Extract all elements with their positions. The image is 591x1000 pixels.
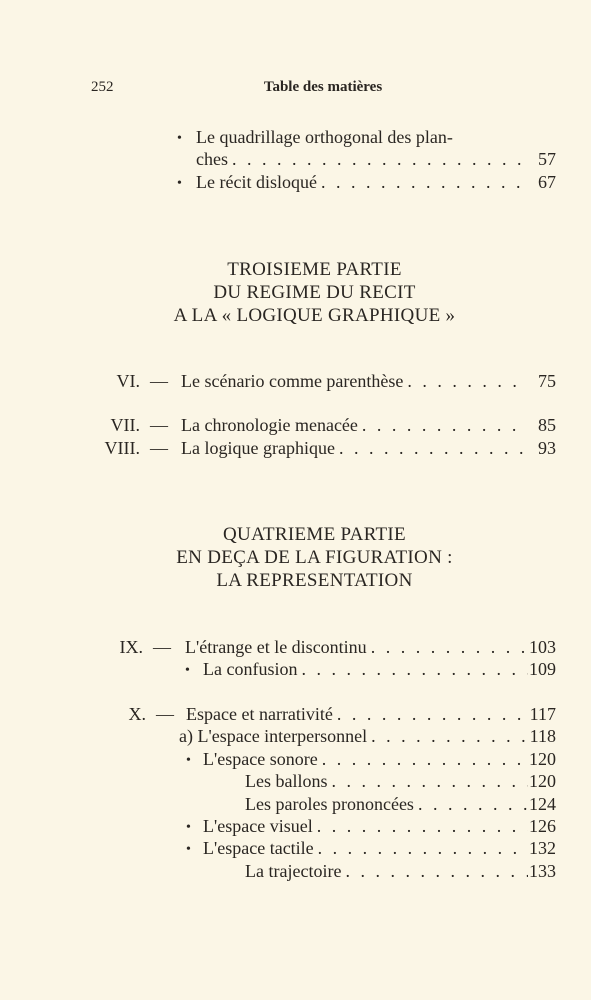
chapter-number: VII.	[110, 415, 140, 435]
toc-entry-text: Le quadrillage orthogonal des plan-	[196, 127, 453, 147]
em-dash: —	[150, 371, 168, 391]
toc-entry	[181, 414, 556, 436]
toc-page-number: 124	[529, 794, 556, 814]
toc-entry-text: La trajectoire	[245, 861, 342, 881]
toc-entry	[245, 793, 556, 815]
chapter-number: VIII.	[104, 438, 140, 458]
bullet-icon: •	[177, 131, 182, 146]
leader-dots	[358, 414, 528, 436]
toc-entry-text: Le récit disloqué	[196, 172, 317, 192]
leader-dots	[318, 748, 528, 770]
toc-entry	[203, 837, 556, 859]
toc-page-number: 132	[529, 838, 556, 858]
toc-entry	[186, 703, 556, 725]
toc-page-number: 93	[538, 438, 556, 458]
toc-entry-text: a) L'espace interpersonnel	[179, 726, 368, 746]
leader-dots	[414, 793, 528, 815]
toc-entry	[245, 860, 556, 882]
leader-dots	[333, 703, 528, 725]
toc-entry	[181, 370, 556, 392]
toc-entry-text: La logique graphique	[181, 438, 335, 458]
leader-dots	[367, 636, 528, 658]
toc-entry	[245, 770, 556, 792]
part-title: TROISIEME PARTIE	[227, 259, 402, 280]
toc-page-number: 120	[529, 771, 556, 791]
leader-dots	[341, 860, 528, 882]
part-subtitle: A LA « LOGIQUE GRAPHIQUE »	[173, 305, 456, 326]
toc-entry-text: Le scénario comme parenthèse	[181, 371, 404, 391]
part-subtitle: EN DEÇA DE LA FIGURATION :	[176, 547, 453, 568]
em-dash: —	[156, 704, 174, 724]
leader-dots	[367, 725, 528, 747]
bullet-icon: •	[186, 820, 191, 835]
toc-page-number: 85	[538, 415, 556, 435]
toc-entry-text: ches	[196, 149, 228, 169]
toc-page-number: 118	[529, 726, 556, 746]
leader-dots	[228, 148, 528, 170]
toc-entry-text: Espace et narrativité	[186, 704, 333, 724]
toc-entry	[196, 148, 556, 170]
leader-dots	[317, 171, 528, 193]
toc-entry-text: L'espace visuel	[203, 816, 313, 836]
running-title: Table des matières	[263, 79, 383, 95]
toc-page-number: 75	[538, 371, 556, 391]
toc-entry-text: L'espace sonore	[203, 749, 318, 769]
part-subtitle: LA REPRESENTATION	[216, 570, 413, 591]
toc-page-number: 57	[538, 149, 556, 169]
leader-dots	[328, 770, 529, 792]
bullet-icon: •	[186, 842, 191, 857]
em-dash: —	[150, 415, 168, 435]
toc-page-number: 109	[529, 659, 556, 679]
toc-page-number: 120	[529, 749, 556, 769]
toc-page-number: 117	[529, 704, 556, 724]
toc-entry	[196, 171, 556, 193]
toc-page-number: 103	[529, 637, 556, 657]
part-subtitle: DU REGIME DU RECIT	[213, 282, 416, 303]
toc-page-number: 67	[538, 172, 556, 192]
chapter-number: VI.	[116, 371, 140, 391]
leader-dots	[313, 815, 528, 837]
bullet-icon: •	[177, 176, 182, 191]
toc-entry	[203, 748, 556, 770]
toc-entry-text: Les paroles prononcées	[245, 794, 414, 814]
leader-dots	[335, 437, 528, 459]
bullet-icon: •	[186, 753, 191, 768]
toc-entry-text: Les ballons	[245, 771, 328, 791]
leader-dots	[403, 370, 528, 392]
toc-entry	[203, 658, 556, 680]
bullet-icon: •	[185, 663, 190, 678]
toc-entry-text: La confusion	[203, 659, 298, 679]
chapter-number: X.	[128, 704, 146, 724]
toc-entry	[203, 815, 556, 837]
toc-entry	[185, 636, 556, 658]
toc-entry-text: L'étrange et le discontinu	[185, 637, 367, 657]
toc-entry	[179, 725, 556, 747]
toc-entry-text: L'espace tactile	[203, 838, 314, 858]
leader-dots	[314, 837, 528, 859]
leader-dots	[297, 658, 528, 680]
em-dash: —	[153, 637, 171, 657]
part-title: QUATRIEME PARTIE	[223, 524, 406, 545]
toc-page-number: 126	[529, 816, 556, 836]
toc-entry-text: La chronologie menacée	[181, 415, 358, 435]
page-number: 252	[91, 79, 114, 95]
em-dash: —	[150, 438, 168, 458]
toc-page-number: 133	[529, 861, 556, 881]
chapter-number: IX.	[119, 637, 143, 657]
toc-entry	[181, 437, 556, 459]
